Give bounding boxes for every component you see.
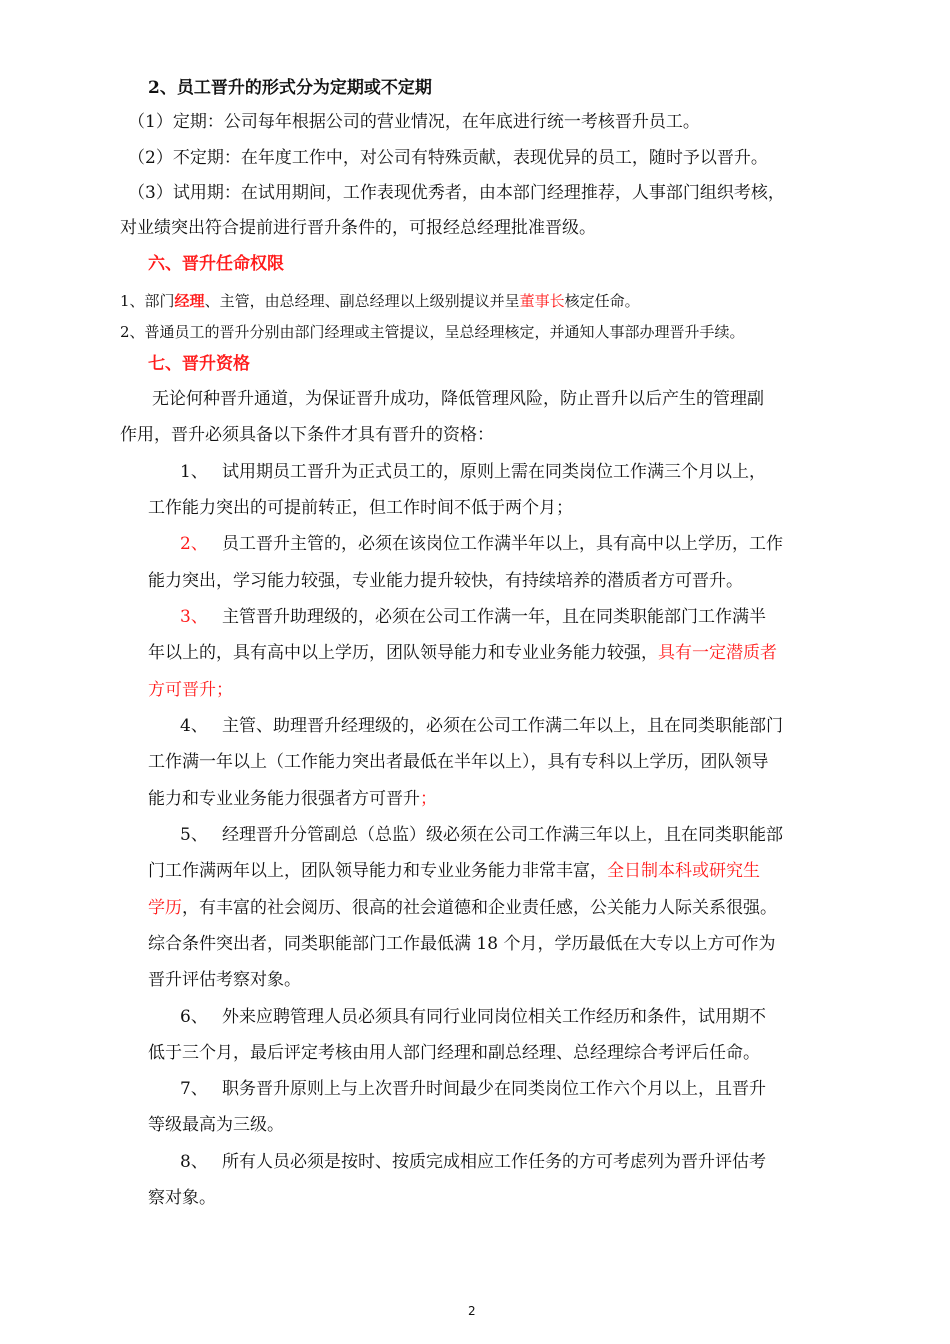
item-5-line3-highlight: 学历: [148, 898, 182, 918]
item-5-line2-highlight: 全日制本科或研究生: [607, 861, 760, 881]
item-6-number: 6、: [180, 1007, 208, 1027]
item-3-line3: 方可晋升；: [148, 680, 233, 700]
item-4-line2: 工作满一年以上（工作能力突出者最低在半年以上），具有专科以上学历，团队领导: [148, 752, 769, 772]
item-8-line2: 察对象。: [148, 1188, 216, 1208]
item-2-line2: 能力突出，学习能力较强，专业能力提升较快，有持续培养的潜质者方可晋升。: [148, 571, 743, 591]
item-3-line1: 主管晋升助理级的，必须在公司工作满一年，且在同类职能部门工作满半: [222, 607, 766, 627]
item-8-line1: 所有人员必须是按时、按质完成相应工作任务的方可考虑列为晋升评估考: [222, 1152, 766, 1172]
item-4-number: 4、: [180, 716, 208, 736]
item-7-number: 7、: [180, 1079, 208, 1099]
item-4-line1: 主管、助理晋升经理级的，必须在公司工作满二年以上，且在同类职能部门: [222, 716, 783, 736]
s6-1-middle: 、主管，由总经理、副总经理以上级别提议并呈: [204, 292, 520, 310]
item-2-number: 2、: [180, 534, 208, 554]
item-5-line2: [148, 859, 760, 883]
item-5-line5: 晋升评估考察对象。: [148, 970, 301, 990]
s6-1-prefix: 1、部门: [120, 292, 175, 310]
item-4-line3-text: 能力和专业业务能力很强者方可晋升: [148, 789, 420, 809]
paragraph-2-2: （2）不定期：在年度工作中，对公司有特殊贡献，表现优异的员工，随时予以晋升。: [128, 148, 768, 168]
s6-1-suffix: 核定任命。: [564, 292, 640, 310]
item-5-number: 5、: [180, 825, 208, 845]
section-7-intro-line1: 无论何种晋升通道，为保证晋升成功，降低管理风险，防止晋升以后产生的管理副: [152, 389, 764, 409]
paragraph-2-3-line2: 对业绩突出符合提前进行晋升条件的，可报经总经理批准晋级。: [120, 218, 596, 238]
section-6-item-2: 2、普通员工的晋升分别由部门经理或主管提议，呈总经理核定，并通知人事部办理晋升手续。: [120, 323, 745, 341]
item-7-line2: 等级最高为三级。: [148, 1115, 284, 1135]
item-3-line2-text: 年以上的，具有高中以上学历，团队领导能力和专业业务能力较强，: [148, 643, 658, 663]
section-7-intro-line2: 作用，晋升必须具备以下条件才具有晋升的资格：: [120, 425, 494, 445]
item-6-line2: 低于三个月，最后评定考核由用人部门经理和副总经理、总经理综合考评后任命。: [148, 1043, 760, 1063]
item-2-line1: 员工晋升主管的，必须在该岗位工作满半年以上，具有高中以上学历，工作: [222, 534, 783, 554]
page-number: 2: [468, 1304, 476, 1318]
item-4-line3-punct: ；: [420, 789, 437, 809]
item-5-line3: [148, 896, 777, 920]
item-1-line2: 工作能力突出的可提前转正，但工作时间不低于两个月；: [148, 498, 573, 518]
section-7-title: 七、晋升资格: [148, 354, 250, 374]
item-5-line3-text: ，有丰富的社会阅历、很高的社会道德和企业责任感，公关能力人际关系很强。: [182, 898, 777, 918]
item-5-line4: 综合条件突出者，同类职能部门工作最低满 18 个月，学历最低在大专以上方可作为: [148, 934, 776, 954]
s6-1-highlight-chairman: 董事长: [519, 292, 565, 310]
item-5-line1: 经理晋升分管副总（总监）级必须在公司工作满三年以上，且在同类职能部: [222, 825, 783, 845]
item-3-number: 3、: [180, 607, 208, 627]
item-7-line1: 职务晋升原则上与上次晋升时间最少在同类岗位工作六个月以上，且晋升: [222, 1079, 766, 1099]
item-8-number: 8、: [180, 1152, 208, 1172]
item-1-number: 1、: [180, 462, 208, 482]
item-4-line3: [148, 787, 437, 811]
section-2-heading: 2、员工晋升的形式分为定期或不定期: [148, 78, 432, 98]
section-6-title: 六、晋升任命权限: [148, 254, 284, 274]
paragraph-2-3-line1: （3）试用期：在试用期间，工作表现优秀者，由本部门经理推荐，人事部门组织考核，: [128, 183, 785, 203]
item-3-line2-highlight: 具有一定潜质者: [658, 643, 777, 663]
item-6-line1: 外来应聘管理人员必须具有同行业同岗位相关工作经历和条件，试用期不: [222, 1007, 766, 1027]
s6-1-highlight-manager: 经理: [174, 292, 205, 310]
paragraph-2-1: （1）定期：公司每年根据公司的营业情况，在年底进行统一考核晋升员工。: [128, 112, 700, 132]
item-3-line2: [148, 641, 777, 665]
item-5-line2-text: 门工作满两年以上，团队领导能力和专业业务能力非常丰富，: [148, 861, 607, 881]
section-6-item-1: [120, 289, 640, 313]
item-1-line1: 试用期员工晋升为正式员工的，原则上需在同类岗位工作满三个月以上，: [222, 462, 766, 482]
